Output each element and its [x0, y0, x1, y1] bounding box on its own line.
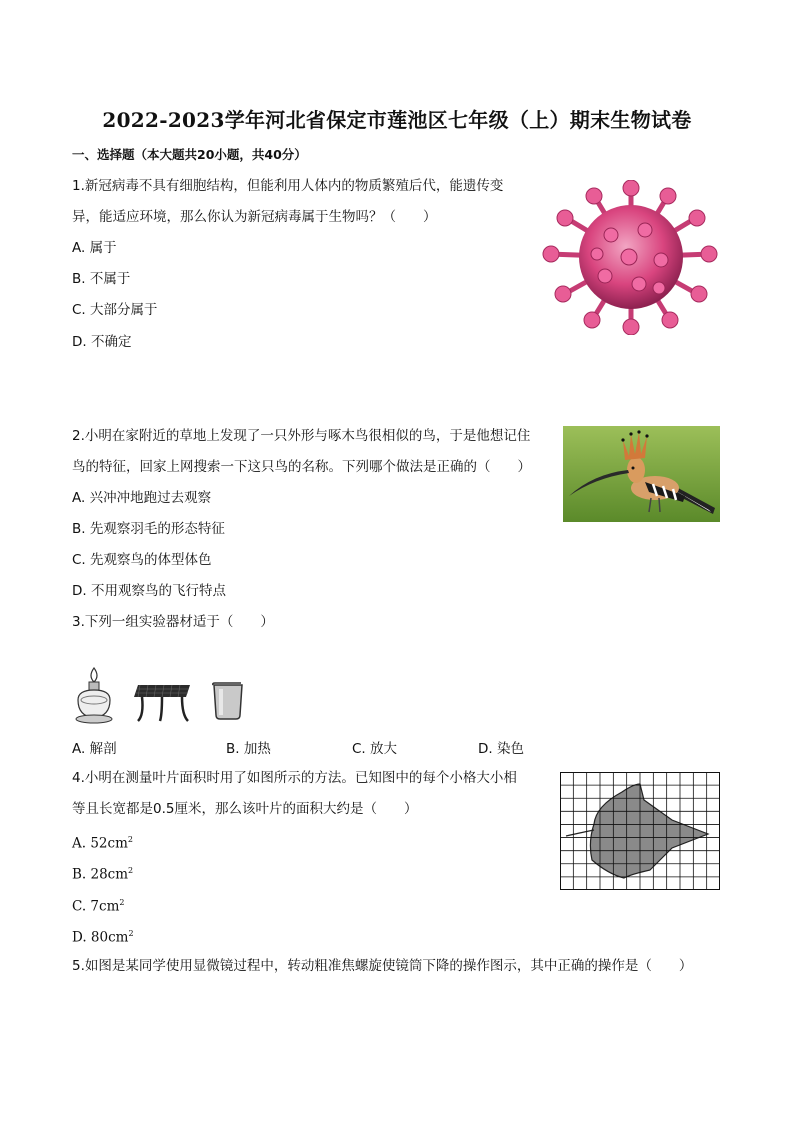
q1-option-d: D. 不确定 [72, 334, 132, 350]
q1-option-b: B. 不属于 [72, 271, 131, 287]
q1-stem-line2: 异，能适应环境，那么你认为新冠病毒属于生物吗？（ ） [72, 209, 437, 225]
q3-option-a: A. 解剖 [72, 741, 117, 757]
section-heading: 一、选择题（本大题共20小题，共40分） [72, 147, 307, 162]
q2-stem-line2: 鸟的特征，回家上网搜索一下这只鸟的名称。下列哪个做法是正确的（ ） [72, 459, 531, 475]
q2-option-d: D. 不用观察鸟的飞行特点 [72, 583, 226, 599]
q5-stem-line1: 5.如图是某同学使用显微镜过程中，转动粗准焦螺旋使镜筒下降的操作图示，其中正确的操作是（ ） [72, 958, 693, 974]
alcohol-lamp-icon [72, 666, 118, 724]
beaker-icon [211, 681, 245, 721]
q2-option-c: C. 先观察鸟的体型体色 [72, 552, 212, 568]
tripod-gauze-icon [132, 681, 194, 725]
page-title: 2022-2023学年河北省保定市莲池区七年级（上）期末生物试卷 [102, 108, 692, 132]
q4-stem-line2: 等且长宽都是0.5厘米，那么该叶片的面积大约是（ ） [72, 801, 418, 817]
q4-option-b: B. $28cm^2$ [72, 866, 134, 883]
q1-option-c: C. 大部分属于 [72, 302, 158, 318]
hoopoe-bird-image [563, 426, 720, 522]
q4-option-c: C. $7cm^2$ [72, 898, 125, 915]
q1-option-a: A. 属于 [72, 240, 117, 256]
q1-stem-line1: 1.新冠病毒不具有细胞结构，但能利用人体内的物质繁殖后代，能遗传变 [72, 178, 504, 194]
q4-stem-line1: 4.小明在测量叶片面积时用了如图所示的方法。已知图中的每个小格大小相 [72, 770, 517, 786]
q3-stem-line1: 3.下列一组实验器材适于（ ） [72, 614, 274, 630]
virus-image [541, 180, 721, 335]
q2-option-b: B. 先观察羽毛的形态特征 [72, 521, 225, 537]
q2-option-a: A. 兴冲冲地跑过去观察 [72, 490, 212, 506]
q3-option-c: C. 放大 [352, 741, 398, 757]
q4-option-d: D. $80cm^2$ [72, 929, 134, 946]
q4-option-a: A. $52cm^2$ [72, 835, 133, 852]
q3-option-b: B. 加热 [226, 741, 271, 757]
leaf-grid-figure [560, 772, 720, 890]
q3-option-d: D. 染色 [478, 741, 524, 757]
q2-stem-line1: 2.小明在家附近的草地上发现了一只外形与啄木鸟很相似的鸟，于是他想记住 [72, 428, 531, 444]
